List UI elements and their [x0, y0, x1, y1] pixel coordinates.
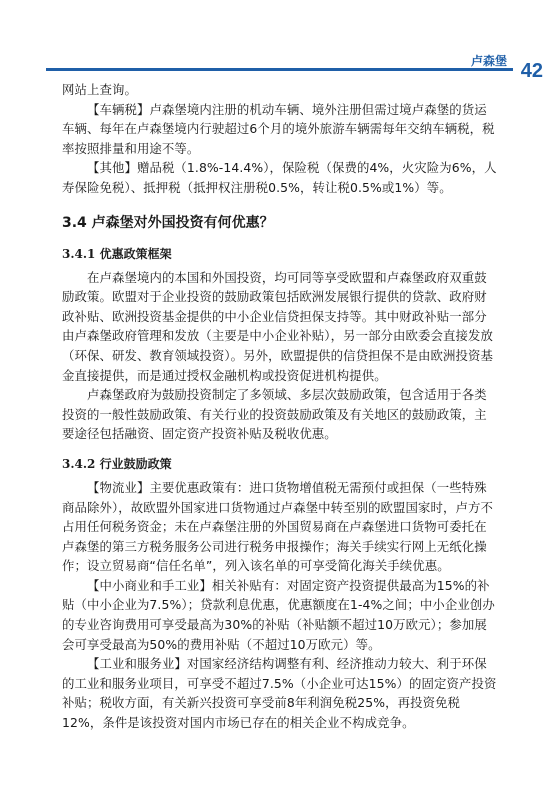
logistics-paragraph: 【物流业】主要优惠政策有：进口货物增值税无需预付或担保（一些特殊商品除外），故欧盟外国家进口货物通过卢森堡中转至别的欧盟国家时，卢方不占用任何税务资金；未在卢森堡注册的外国贸易商在卢森堡进口货物可委托在卢森堡的第三方税务服务公司进行税务申报操作；海关手续实行网上无纸化操作；设立贸易商“信任名单”，列入该名单的可享受简化海关手续优惠。: [62, 479, 493, 574]
page-content: [62, 80, 498, 733]
subsection-title-industry: 3.4.2 行业鼓励政策: [62, 456, 172, 471]
section-title: 3.4 卢森堡对外国投资有何优惠？: [62, 214, 274, 231]
vehicle-tax-paragraph: 【车辆税】卢森堡境内注册的机动车辆、境外注册但需过境卢森堡的货运车辆、每年在卢森堡境内行驶超过6个月的境外旅游车辆需每年交纳车辆税，税率按照排量和用途不等。: [62, 101, 495, 156]
framework-paragraph-2: 卢森堡政府为鼓励投资制定了多领域、多层次鼓励政策，包含适用于各类投资的一般性鼓励政策、有关行业的投资鼓励政策及有关地区的鼓励政策，主要途径包括融资、固定资产投资补贴及税收优惠。: [62, 387, 487, 442]
sme-paragraph: 【中小商业和手工业】相关补贴有：对固定资产投资提供最高为15%的补贴（中小企业为7.5%）；贷款利息优惠，优惠额度在1-4%之间；中小企业创办的专业咨询费用可享受最高为30%的补贴（补贴额不超过10万欧元）；参加展会可享受最高为50%的费用补贴（不超过10万欧元）等。: [62, 577, 495, 652]
framework-paragraph-1: 在卢森堡境内的本国和外国投资，均可同等享受欧盟和卢森堡政府双重鼓励政策。欧盟对于企业投资的鼓励政策包括欧洲发展银行提供的贷款、政府财政补贴、欧洲投资基金提供的中小企业信贷担保支持等。其中财政补贴一部分由卢森堡政府管理和发放（主要是中小企业补贴），另一部分由欧委会直接发放（环保、研发、教育领域投资）。另外，欧盟提供的信贷担保不是由欧洲投资基金直接提供，而是通过授权金融机构或投资促进机构提供。: [62, 269, 493, 383]
industry-services-paragraph: 【工业和服务业】对国家经济结构调整有利、经济推动力较大、利于环保的工业和服务业项目，可享受不超过7.5%（小企业可达15%）的固定资产投资补贴；税收方面，有关新兴投资可享受前8年利润免税25%，再投资免税12%，条件是该投资对国内市场已存在的相关企业不构成竞争。: [62, 656, 497, 731]
header-country-name: 卢森堡: [470, 54, 507, 68]
page-number: 42: [520, 60, 543, 82]
subsection-title-framework: 3.4.1 优惠政策框架: [62, 246, 172, 261]
intro-tail: 网站上查询。: [62, 82, 137, 97]
other-tax-paragraph: 【其他】赠品税（1.8%-14.4%），保险税（保费的4%，火灾险为6%，人寿保险免税）、抵押税（抵押权注册税0.5%，转让税0.5%或1%）等。: [62, 160, 497, 195]
header-rule: [46, 68, 513, 71]
